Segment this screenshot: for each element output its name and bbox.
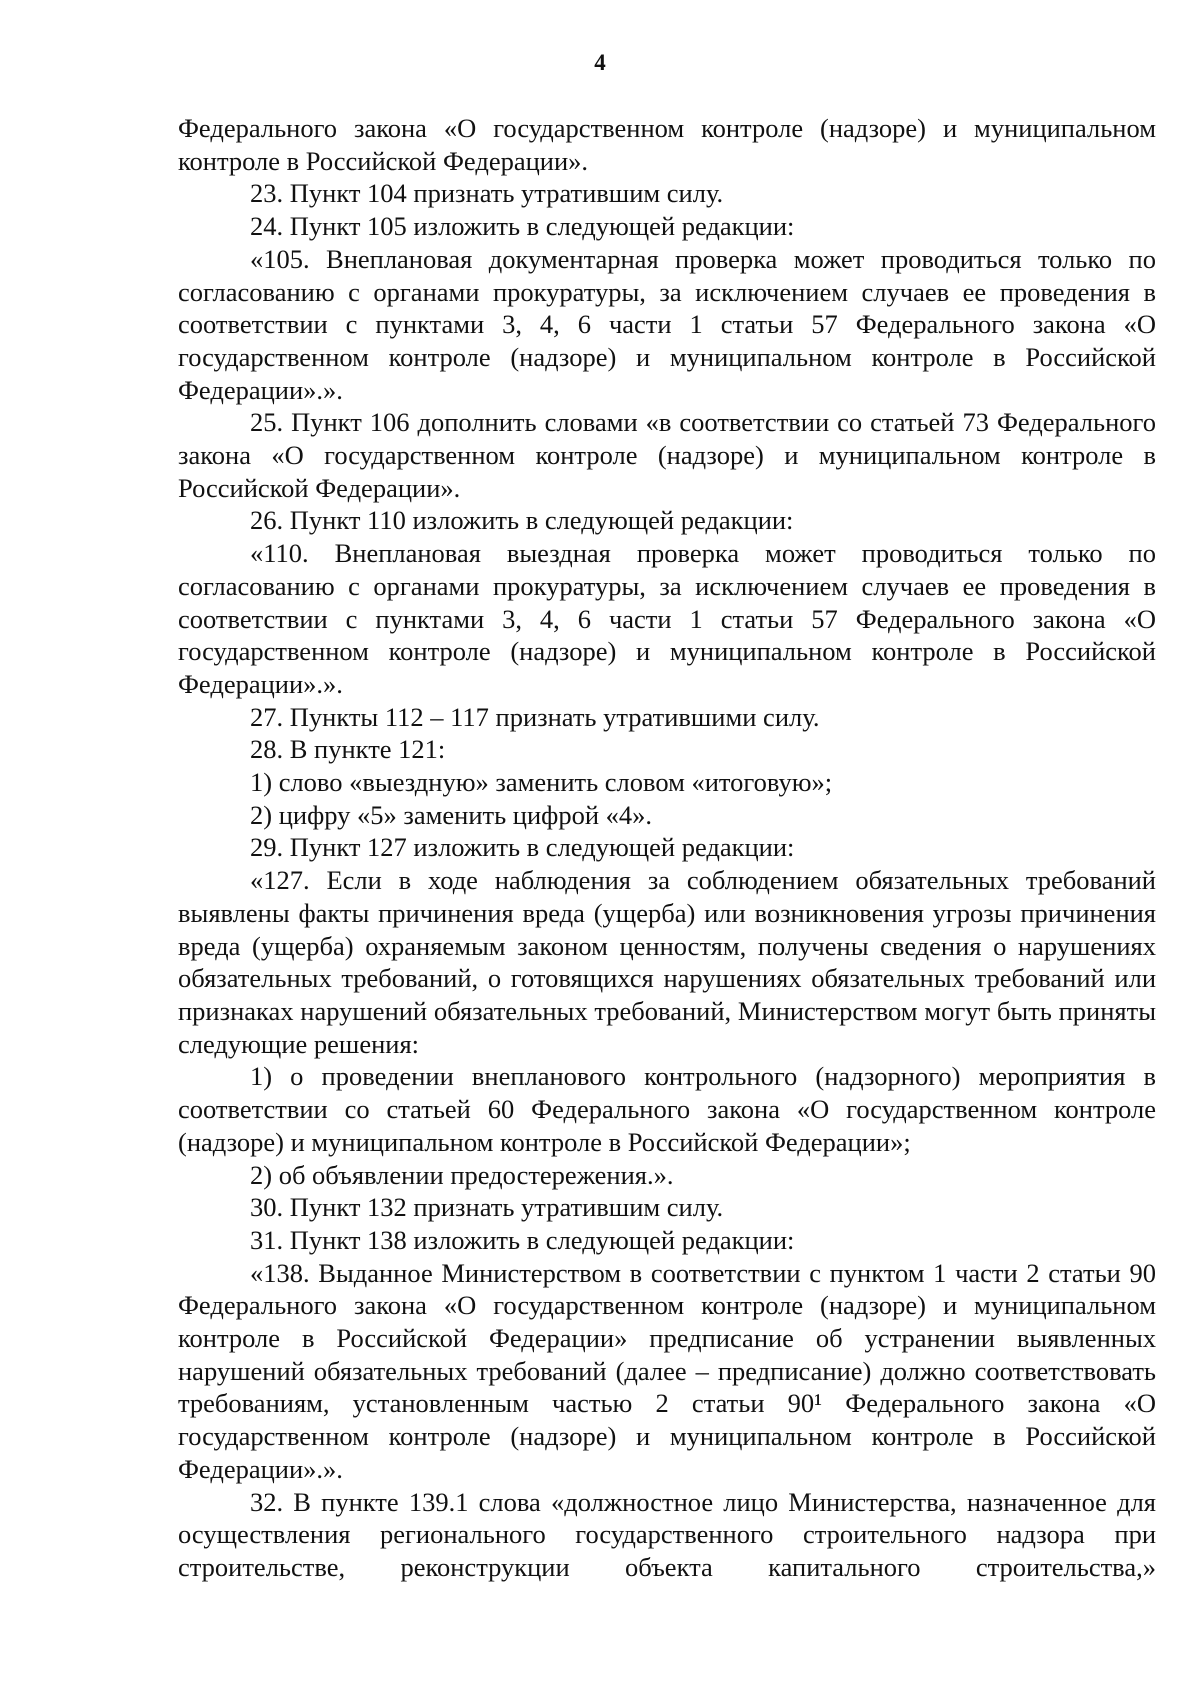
paragraph-item-31: 31. Пункт 138 изложить в следующей редакции: [250,1224,795,1255]
paragraph-item-26: 26. Пункт 110 изложить в следующей редакции: [250,505,794,536]
paragraph-quote-138: «138. Выданное Министерством в соответствии с пунктом 1 части 2 статьи 90 Федерального закона «О государственном контроле (надзоре) и муниципальном контроле в Российской Федерации» предписание об устранении выявленных нарушений обязательных требований (далее – предписание) должно соответствовать требованиям, установленным частью 2 статьи 90¹ Федерального закона «О государственном контроле (надзоре) и муниципальном контроле в Российской Федерации».». [178,1257,1156,1484]
paragraph-subitem-2: 2) цифру «5» заменить цифрой «4». [250,799,653,830]
page-number: 4 [594,50,606,75]
paragraph-quote-127: «127. Если в ходе наблюдения за соблюдением обязательных требований выявлены факты причинения вреда (ущерба) или возникновения угрозы причинения вреда (ущерба) охраняемым законом ценностям, получены сведения о нарушениях обязательных требований, о готовящихся нарушениях обязательных требований или признаках нарушений обязательных требований, Министерством могут быть приняты следующие решения: [178,865,1156,1059]
paragraph-decision-1: 1) о проведении внепланового контрольного (надзорного) мероприятия в соответствии со статьей 60 Федерального закона «О государственном контроле (надзоре) и муниципальном контроле в Российской Федерации»; [178,1061,1156,1157]
document-body [178,112,1156,1584]
paragraph-continuation: Федерального закона «О государственном контроле (надзоре) и муниципальном контроле в Российской Федерации». [178,113,1156,176]
paragraph-decision-2: 2) об объявлении предостережения.». [250,1159,674,1190]
paragraph-item-28: 28. В пункте 121: [250,734,446,765]
paragraph-item-29: 29. Пункт 127 изложить в следующей редакции: [250,832,795,863]
paragraph-quote-105: «105. Внеплановая документарная проверка может проводиться только по согласованию с органами прокуратуры, за исключением случаев ее проведения в соответствии с пунктами 3, 4, 6 части 1 статьи 57 Федерального закона «О государственном контроле (надзоре) и муниципальном контроле в Российской Федерации».». [178,243,1156,405]
paragraph-subitem-1: 1) слово «выездную» заменить словом «итоговую»; [250,767,833,798]
paragraph-item-27: 27. Пункты 112 – 117 признать утратившими силу. [250,701,820,732]
paragraph-item-30: 30. Пункт 132 признать утратившим силу. [250,1192,724,1223]
paragraph-item-32: 32. В пункте 139.1 слова «должностное лицо Министерства, назначенное для осуществления регионального государственного строительного надзора при строительстве, реконструкции объекта капитального строительства,» [178,1486,1156,1582]
paragraph-item-25: 25. Пункт 106 дополнить словами «в соответствии со статьей 73 Федерального закона «О государственном контроле (надзоре) и муниципальном контроле в Российской Федерации». [178,407,1156,503]
paragraph-item-23: 23. Пункт 104 признать утратившим силу. [250,178,724,209]
paragraph-quote-110: «110. Внеплановая выездная проверка может проводиться только по согласованию с органами прокуратуры, за исключением случаев ее проведения в соответствии с пунктами 3, 4, 6 части 1 статьи 57 Федерального закона «О государственном контроле (надзоре) и муниципальном контроле в Российской Федерации».». [178,538,1156,699]
paragraph-item-24: 24. Пункт 105 изложить в следующей редакции: [250,211,795,242]
